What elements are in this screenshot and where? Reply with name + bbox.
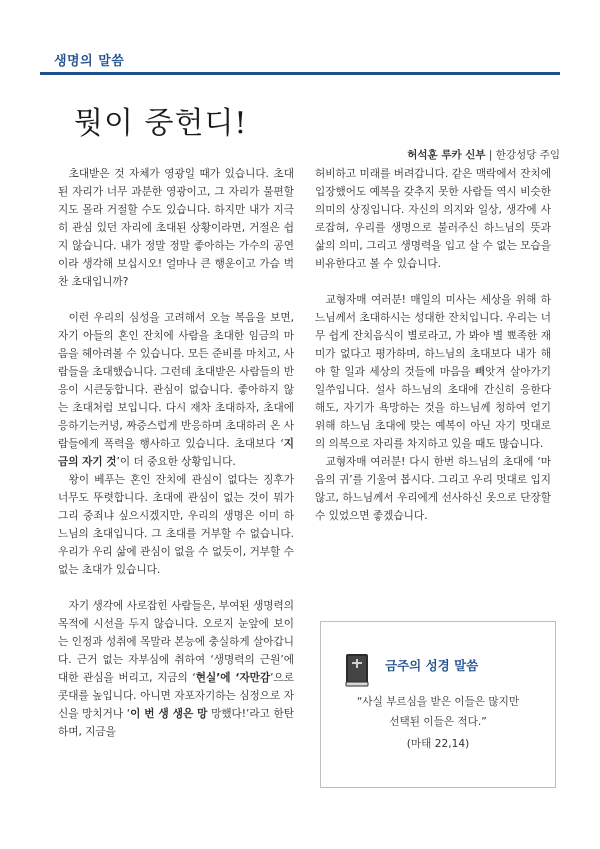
scripture-box (320, 621, 556, 788)
header-rule (40, 72, 560, 75)
emphasis-text: 이 번 생 생은 망 (130, 708, 208, 720)
author-affiliation: 한강성당 주임 (495, 149, 560, 161)
bible-icon (343, 652, 371, 688)
right-column (315, 165, 551, 525)
author-name: 허석훈 루카 신부 (407, 149, 486, 161)
paragraph: 왕이 베푸는 혼인 잔치에 관심이 없다는 징후가 너무도 뚜렷합니다. 초대에 관심이 없는 것이 뭐가 그리 중죄냐 싶으시겠지만, 우리의 생명은 이미 하느님의 초대입니다. 그 초대를 거부할 수 없습니다. 우리가 우리 삶에 관심이 없을 수 없듯이, 거부할 수 없는 초대가 있습니다. (58, 474, 294, 576)
byline (407, 147, 560, 162)
scripture-reference: (마태 22,14) (406, 738, 470, 750)
paragraph: 허비하고 미래를 버려갑니다. 같은 맥락에서 잔치에 입장했어도 예복을 갖추지 못한 사람들 역시 비슷한 의미의 상징입니다. 자신의 의지와 일상, 생각에 사로잡혀, 우리를 생명으로 불러주신 하느님의 뜻과 삶의 의미, 그리고 생명력을 입고 살 수 없는 모습을 비유한다고 볼 수 있습니다. (315, 168, 551, 270)
section-header (40, 50, 560, 72)
paragraph: 교형자매 여러분! 매일의 미사는 세상을 위해 하느님께서 초대하시는 성대한 잔치입니다. 우리는 너무 쉽게 잔치음식이 별로라고, 가 봐야 별 뾰족한 재미가 없다고 평가하며, 하느님의 초대보다 내가 해야 할 일과 세상의 것들에 마음을 빼앗겨 살아가기 일쑤입니다. 설사 하느님의 초대에 간신히 응한다 해도, 자기가 욕망하는 것을 하느님께 청하여 얻기 위해 하느님 초대에 맞는 예복이 아닌 자기 멋대로의 의복으로 자리를 차지하고 있을 때도 많습니다. (315, 294, 551, 450)
paragraph: 교형자매 여러분! 다시 한번 하느님의 초대에 ‘마음의 귀’를 기울여 봅시다. 그리고 우리 멋대로 입지 않고, 하느님께서 우리에게 선사하신 옷으로 단장할 수 있었으면 좋겠습니다. (315, 456, 551, 522)
emphasis-text: 현실’에 ‘자만감 (195, 672, 271, 684)
paragraph: 이런 우리의 심성을 고려해서 오늘 복음을 보면, 자기 아들의 혼인 잔치에 사람을 초대한 임금의 마음을 헤아려볼 수 있습니다. 모든 준비를 마치고, 사람들을 초대했습니다. 그런데 초대받은 사람들의 반응이 시큰둥합니다. 관심이 없습니다. 좋아하지 않는 초대처럼 보입니다. 다시 재차 초대하자, 초대에 응하기는커녕, 짜증스럽게 반응하며 초대하러 온 사람들에게 폭력을 행사하고 있습니다. 초대보다 ‘지금의 자기 것’이 더 중요한 상황입니다. (58, 312, 294, 468)
section-label: 생명의 말씀 (54, 54, 125, 69)
byline-separator: | (485, 149, 496, 161)
left-column (58, 165, 294, 741)
paragraph: 자기 생각에 사로잡힌 사람들은, 부여된 생명력의 목적에 시선을 두지 않습니다. 오로지 눈앞에 보이는 인정과 성취에 목말라 본능에 충실하게 살아갑니다. 근거 없는 자부심에 취하여 ‘생명력의 근원’에 대한 관심을 버리고, 지금의 ‘현실’에 ‘자만감’으로 콧대를 높입니다. 아니면 자포자기하는 심정으로 자신을 망치거나 ‘이 번 생 생은 망 망했다!’라고 한탄하며, 지금을 (58, 600, 294, 738)
article-title: 뭣이 중헌디! (74, 106, 248, 141)
emphasis-text: 지금의 자기 것 (58, 438, 294, 468)
scripture-quote: “사실 부르심을 받은 이들은 많지만 선택된 이들은 적다.” (356, 696, 520, 728)
paragraph: 초대받은 것 자체가 영광일 때가 있습니다. 초대된 자리가 너무 과분한 영광이고, 그 자리가 불편할지도 몰라 거절할 수도 있습니다. 하지만 내가 지극히 관심 있던 자리에 초대된 상황이라면, 거절은 쉽지 않습니다. 내가 정말 정말 좋아하는 가수의 공연이라 생각해 보십시오! 얼마나 큰 행운이고 가슴 벅찬 초대입니까? (58, 168, 294, 288)
scripture-box-title: 금주의 성경 말씀 (385, 658, 479, 673)
